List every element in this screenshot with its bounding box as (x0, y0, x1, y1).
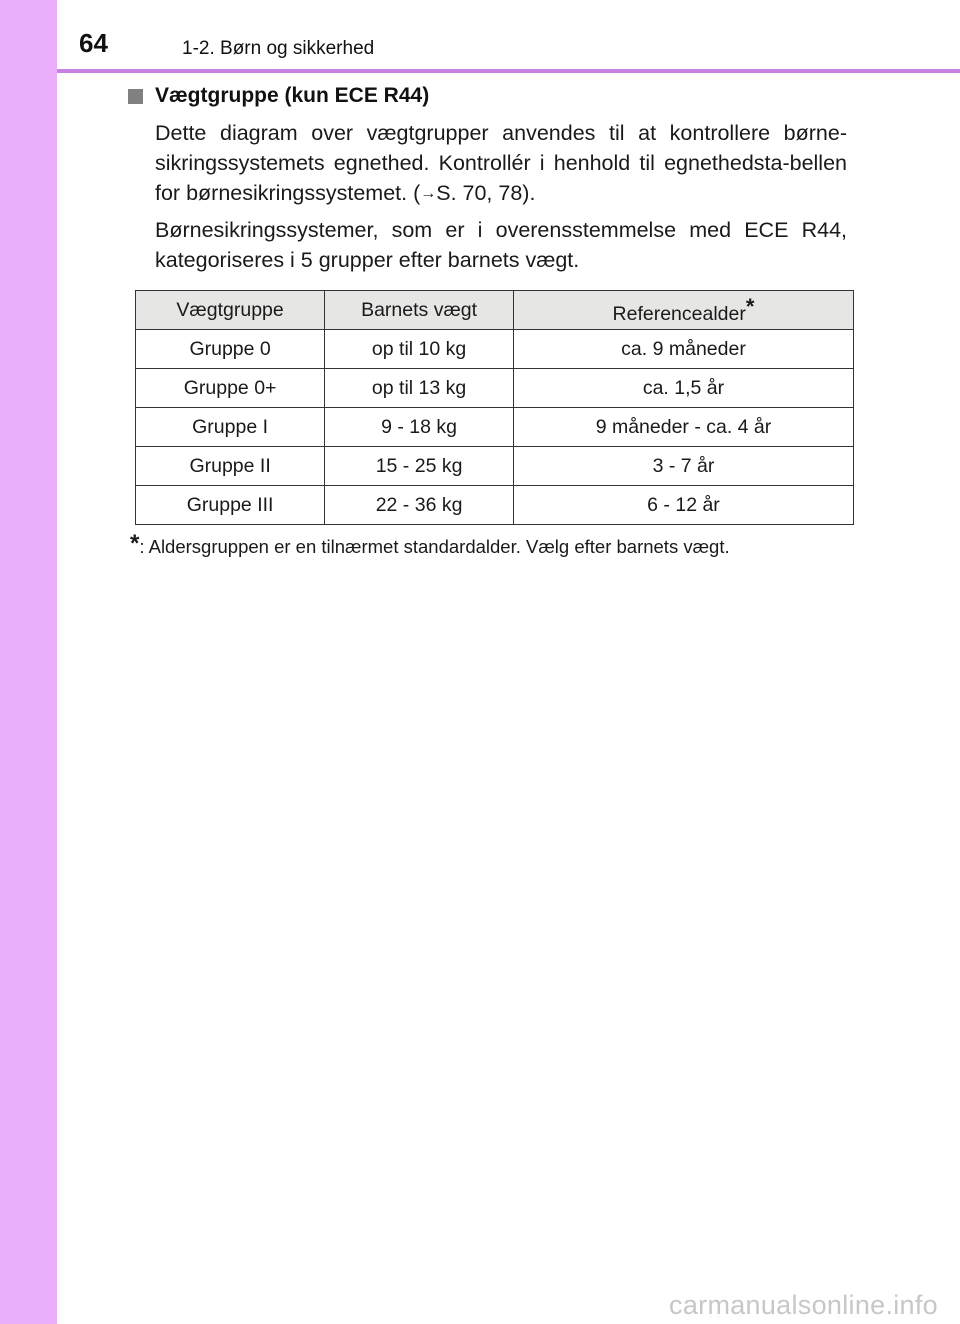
arrow-right-icon: → (420, 185, 437, 202)
section-heading (128, 84, 429, 108)
intro-text: Dette diagram over vægtgrupper anvendes til at kontrollere børne-sikringssystemets egnethed. Kontrollér i henhold til egnethedsta-bellen for børnesikringssystemet. ( (155, 121, 847, 205)
cell-weight-group: Gruppe I (136, 408, 325, 447)
cell-reference-age: 3 - 7 år (513, 447, 853, 486)
footnote-star: * (130, 530, 140, 557)
header-weight-group: Vægtgruppe (136, 291, 325, 330)
header-rule (57, 69, 960, 73)
cell-child-weight: 9 - 18 kg (325, 408, 514, 447)
cell-child-weight: 15 - 25 kg (325, 447, 514, 486)
header-reference-age-label: Referencealder (612, 303, 746, 325)
weight-group-table (135, 290, 854, 525)
category-paragraph: Børnesikringssystemer, som er i overensstemmelse med ECE R44, kategoriseres i 5 grupper efter barnets vægt. (155, 218, 847, 272)
cell-child-weight: op til 13 kg (325, 369, 514, 408)
table-footnote (130, 530, 730, 558)
table-row (136, 330, 854, 369)
table-row (136, 408, 854, 447)
page-reference-link[interactable]: S. 70, 78). (436, 181, 536, 205)
cell-weight-group: Gruppe II (136, 447, 325, 486)
cell-child-weight: op til 10 kg (325, 330, 514, 369)
cell-weight-group: Gruppe III (136, 486, 325, 525)
cell-reference-age: ca. 1,5 år (513, 369, 853, 408)
intro-paragraph (155, 118, 847, 209)
page-header (57, 0, 960, 70)
footnote-text: : Aldersgruppen er en tilnærmet standardalder. Vælg efter barnets vægt. (139, 536, 730, 557)
footnote-marker: * (745, 294, 755, 319)
side-tab (0, 0, 57, 1324)
cell-weight-group: Gruppe 0+ (136, 369, 325, 408)
header-reference-age (513, 291, 853, 330)
header-child-weight: Barnets vægt (325, 291, 514, 330)
cell-child-weight: 22 - 36 kg (325, 486, 514, 525)
section-title: 1-2. Børn og sikkerhed (182, 38, 375, 59)
page-number: 64 (79, 28, 108, 58)
cell-reference-age: 6 - 12 år (513, 486, 853, 525)
heading-text: Vægtgruppe (kun ECE R44) (155, 84, 430, 107)
cell-weight-group: Gruppe 0 (136, 330, 325, 369)
watermark[interactable]: carmanualsonline.info (669, 1290, 938, 1320)
square-bullet-icon (128, 89, 143, 104)
table-row (136, 486, 854, 525)
table-header-row (136, 291, 854, 330)
cell-reference-age: ca. 9 måneder (513, 330, 853, 369)
cell-reference-age: 9 måneder - ca. 4 år (513, 408, 853, 447)
table-row (136, 447, 854, 486)
table-row (136, 369, 854, 408)
